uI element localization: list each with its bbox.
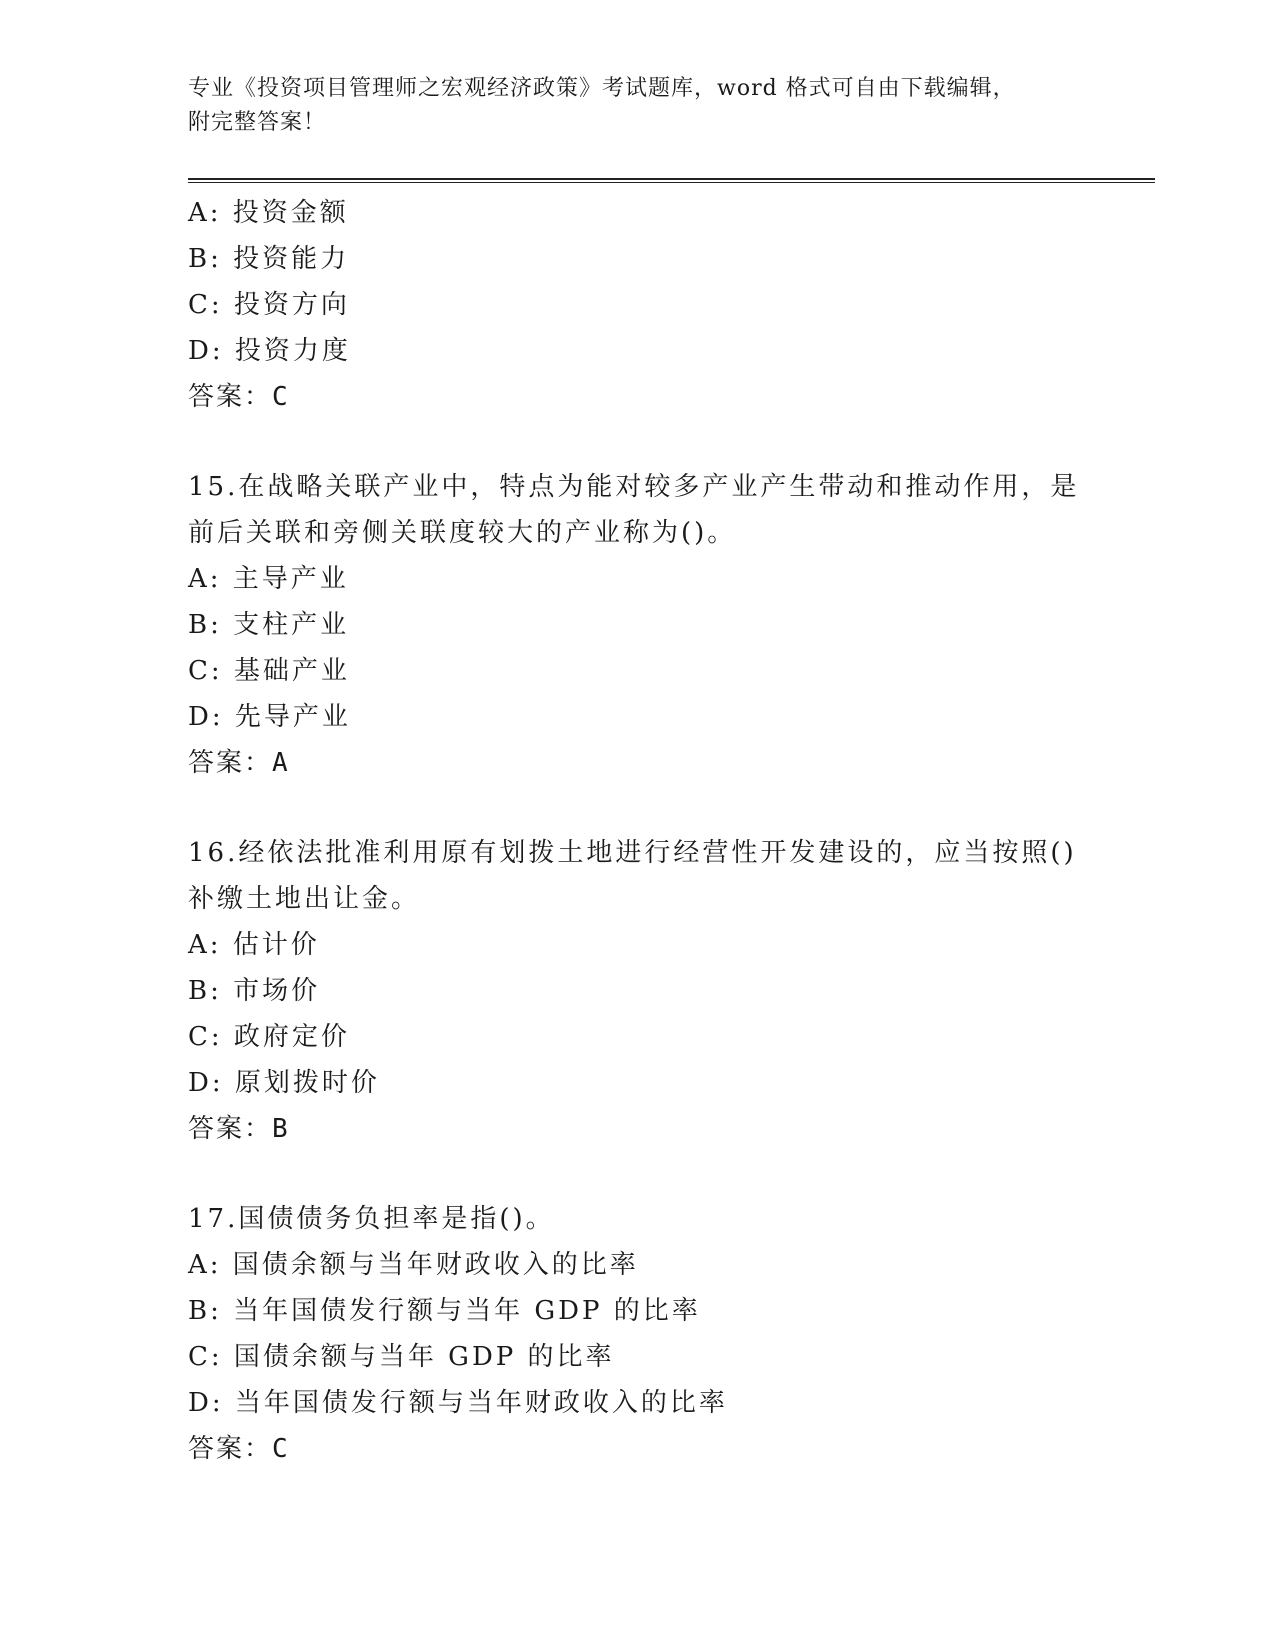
question-stem <box>188 830 1088 922</box>
answer-value: C <box>272 382 290 412</box>
question-stem <box>188 1196 1088 1242</box>
option-c: C: 投资方向 <box>188 290 350 320</box>
document-body <box>188 190 1088 1472</box>
option-d: D: 先导产业 <box>188 702 351 732</box>
option-c: C: 国债余额与当年 GDP 的比率 <box>188 1342 615 1372</box>
question-stem <box>188 464 1088 556</box>
answer-value: A <box>272 748 290 778</box>
question-stem-line-1: 16.经依法批准利用原有划拨土地进行经营性开发建设的，应当按照() <box>188 838 1077 868</box>
question-15 <box>188 464 1088 786</box>
answer-label: 答案： <box>188 748 273 778</box>
question-stem-line-1: 15.在战略关联产业中，特点为能对较多产业产生带动和推动作用，是 <box>188 472 1080 502</box>
option-a: A: 投资金额 <box>188 198 349 228</box>
header-line-2: 附完整答案！ <box>188 110 327 135</box>
option-d: D: 原划拨时价 <box>188 1068 380 1098</box>
option-d: D: 投资力度 <box>188 336 351 366</box>
answer-label: 答案： <box>188 1114 273 1144</box>
option-a: A: 国债余额与当年财政收入的比率 <box>188 1250 639 1280</box>
option-b: B: 投资能力 <box>188 244 350 274</box>
option-d: D: 当年国债发行额与当年财政收入的比率 <box>188 1388 728 1418</box>
answer-label: 答案： <box>188 1434 273 1464</box>
question-16 <box>188 830 1088 1152</box>
answer-value: B <box>272 1114 290 1144</box>
answer-line <box>188 374 1088 420</box>
question-stem-line-2: 补缴土地出让金。 <box>188 884 421 914</box>
option-b: B: 市场价 <box>188 976 321 1006</box>
option-a: A: 主导产业 <box>188 564 349 594</box>
question-17 <box>188 1196 1088 1472</box>
answer-value: C <box>272 1434 290 1464</box>
answer-line <box>188 740 1088 786</box>
option-c: C: 政府定价 <box>188 1022 350 1052</box>
answer-line <box>188 1106 1088 1152</box>
answer-line <box>188 1426 1088 1472</box>
header-divider <box>188 178 1155 183</box>
option-c: C: 基础产业 <box>188 656 350 686</box>
option-b: B: 当年国债发行额与当年 GDP 的比率 <box>188 1296 701 1326</box>
option-b: B: 支柱产业 <box>188 610 350 640</box>
question-stem-line-2: 前后关联和旁侧关联度较大的产业称为()。 <box>188 518 737 548</box>
question-14-continued <box>188 190 1088 420</box>
document-header <box>188 72 1088 140</box>
answer-label: 答案： <box>188 382 273 412</box>
question-stem-line-1: 17.国债债务负担率是指()。 <box>188 1204 555 1234</box>
header-line-1: 专业《投资项目管理师之宏观经济政策》考试题库，word 格式可自由下载编辑， <box>188 76 1016 101</box>
option-a: A: 估计价 <box>188 930 320 960</box>
